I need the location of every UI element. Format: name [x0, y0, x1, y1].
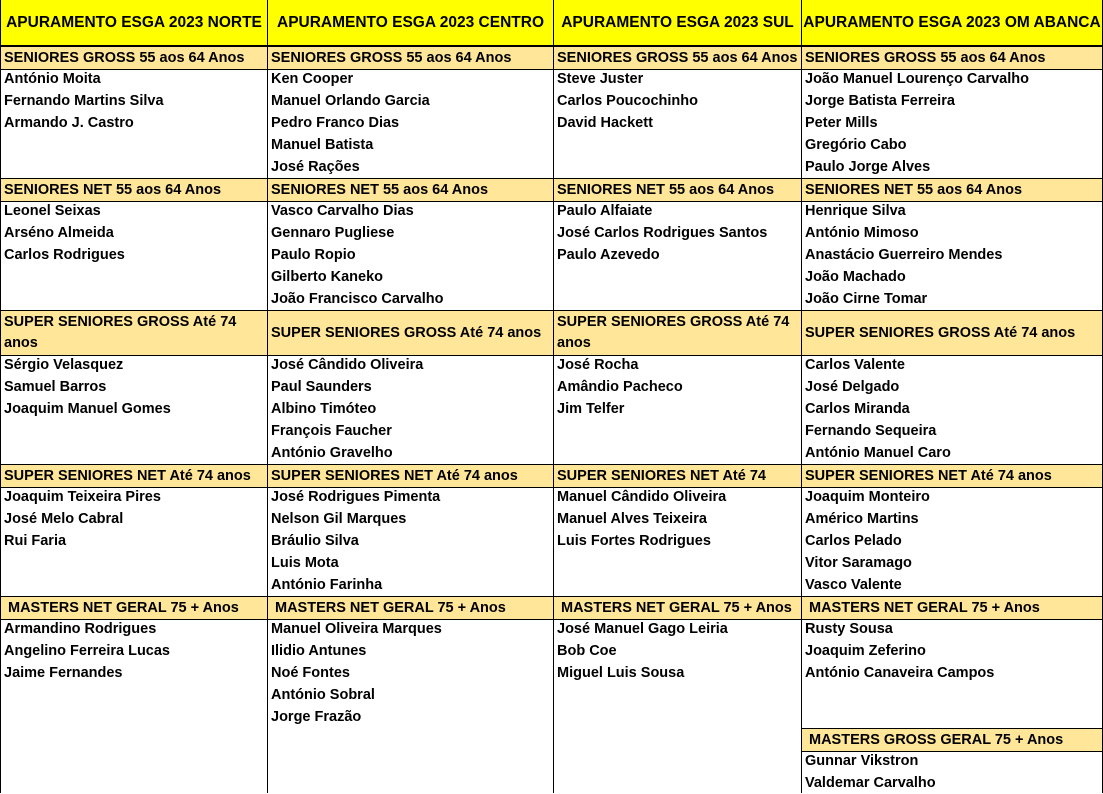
category-header: SENIORES NET 55 aos 64 Anos: [1, 178, 267, 202]
category-header: SUPER SENIORES NET Até 74 anos: [268, 464, 553, 488]
category-header: SUPER SENIORES NET Até 74 anos: [802, 464, 1102, 488]
player-name: Albino Timóteo: [271, 401, 377, 417]
player-name: José Rocha: [557, 357, 639, 373]
category-header: SENIORES GROSS 55 aos 64 Anos: [554, 46, 801, 70]
player-name: Gregório Cabo: [805, 137, 907, 153]
player-name: Paulo Azevedo: [557, 247, 660, 263]
player-name: Ilidio Antunes: [271, 643, 367, 659]
player-name: Steve Juster: [557, 71, 644, 87]
player-name: Jorge Frazão: [271, 709, 362, 725]
player-name: Joaquim Teixeira Pires: [4, 489, 161, 505]
player-name: António Manuel Caro: [805, 445, 951, 461]
player-name: Nelson Gil Marques: [271, 511, 407, 527]
player-name: Vasco Valente: [805, 577, 902, 593]
category-header: SENIORES NET 55 aos 64 Anos: [554, 178, 801, 202]
player-name: Miguel Luis Sousa: [557, 665, 685, 681]
player-name: Gunnar Vikstron: [805, 753, 919, 769]
player-name: José Rações: [271, 159, 360, 175]
category-header: MASTERS NET GERAL 75 + Anos: [802, 596, 1102, 620]
player-name: Vasco Carvalho Dias: [271, 203, 414, 219]
player-name: Manuel Batista: [271, 137, 374, 153]
player-name: Samuel Barros: [4, 379, 107, 395]
category-header: SUPER SENIORES GROSS Até 74 anos: [554, 310, 801, 356]
category-header: MASTERS NET GERAL 75 + Anos: [554, 596, 801, 620]
player-name: Sérgio Velasquez: [4, 357, 124, 373]
player-name: Arséno Almeida: [4, 225, 114, 241]
player-name: Gilberto Kaneko: [271, 269, 383, 285]
player-name: Jim Telfer: [557, 401, 625, 417]
player-name: Leonel Seixas: [4, 203, 101, 219]
player-name: Manuel Oliveira Marques: [271, 621, 442, 637]
player-name: José Carlos Rodrigues Santos: [557, 225, 768, 241]
column-header: APURAMENTO ESGA 2023 OM ABANCA: [802, 0, 1102, 46]
player-name: Jorge Batista Ferreira: [805, 93, 955, 109]
player-name: João Machado: [805, 269, 906, 285]
player-name: Noé Fontes: [271, 665, 350, 681]
player-name: João Francisco Carvalho: [271, 291, 444, 307]
category-header: SUPER SENIORES GROSS Até 74 anos: [268, 310, 553, 356]
player-name: Armandino Rodrigues: [4, 621, 157, 637]
column-header: APURAMENTO ESGA 2023 NORTE: [1, 0, 267, 46]
player-name: Joaquim Zeferino: [805, 643, 926, 659]
player-name: João Manuel Lourenço Carvalho: [805, 71, 1029, 87]
category-header: SENIORES NET 55 aos 64 Anos: [802, 178, 1102, 202]
player-name: António Canaveira Campos: [805, 665, 995, 681]
player-name: Carlos Poucochinho: [557, 93, 698, 109]
player-name: Rusty Sousa: [805, 621, 893, 637]
player-name: António Moita: [4, 71, 101, 87]
player-name: Joaquim Monteiro: [805, 489, 930, 505]
category-header: MASTERS GROSS GERAL 75 + Anos: [802, 728, 1102, 752]
player-name: Angelino Ferreira Lucas: [4, 643, 170, 659]
player-name: Anastácio Guerreiro Mendes: [805, 247, 1003, 263]
player-name: Paulo Jorge Alves: [805, 159, 931, 175]
player-name: Pedro Franco Dias: [271, 115, 400, 131]
player-name: António Sobral: [271, 687, 375, 703]
category-header: SENIORES GROSS 55 aos 64 Anos: [802, 46, 1102, 70]
category-header: SUPER SENIORES NET Até 74: [554, 464, 801, 488]
player-name: Manuel Orlando Garcia: [271, 93, 430, 109]
player-name: Paulo Ropio: [271, 247, 356, 263]
category-header: MASTERS NET GERAL 75 + Anos: [1, 596, 267, 620]
column-header: APURAMENTO ESGA 2023 SUL: [554, 0, 801, 46]
player-name: António Farinha: [271, 577, 383, 593]
column-header: APURAMENTO ESGA 2023 CENTRO: [268, 0, 553, 46]
player-name: José Manuel Gago Leiria: [557, 621, 728, 637]
player-name: Luis Fortes Rodrigues: [557, 533, 711, 549]
player-name: Luis Mota: [271, 555, 339, 571]
column-om-abanca: [802, 0, 1103, 793]
player-name: José Cândido Oliveira: [271, 357, 424, 373]
category-header: MASTERS NET GERAL 75 + Anos: [268, 596, 553, 620]
player-name: Manuel Cândido Oliveira: [557, 489, 727, 505]
player-name: Paul Saunders: [271, 379, 372, 395]
player-name: Vitor Saramago: [805, 555, 912, 571]
category-header: SUPER SENIORES GROSS Até 74 anos: [802, 310, 1102, 356]
player-name: Carlos Valente: [805, 357, 905, 373]
player-name: António Mimoso: [805, 225, 919, 241]
category-header: SENIORES NET 55 aos 64 Anos: [268, 178, 553, 202]
player-name: Jaime Fernandes: [4, 665, 123, 681]
player-name: Henrique Silva: [805, 203, 906, 219]
player-name: Paulo Alfaiate: [557, 203, 653, 219]
player-name: Carlos Rodrigues: [4, 247, 125, 263]
category-header: SENIORES GROSS 55 aos 64 Anos: [1, 46, 267, 70]
player-name: Joaquim Manuel Gomes: [4, 401, 171, 417]
player-name: Peter Mills: [805, 115, 878, 131]
category-header: SUPER SENIORES GROSS Até 74 anos: [1, 310, 267, 356]
category-header: SUPER SENIORES NET Até 74 anos: [1, 464, 267, 488]
player-name: Valdemar Carvalho: [805, 775, 936, 791]
player-name: José Delgado: [805, 379, 900, 395]
player-name: José Melo Cabral: [4, 511, 124, 527]
player-name: Carlos Miranda: [805, 401, 910, 417]
player-name: Ken Cooper: [271, 71, 354, 87]
player-name: Bob Coe: [557, 643, 617, 659]
player-name: João Cirne Tomar: [805, 291, 928, 307]
player-name: Gennaro Pugliese: [271, 225, 395, 241]
player-name: Bráulio Silva: [271, 533, 359, 549]
player-name: António Gravelho: [271, 445, 393, 461]
player-name: François Faucher: [271, 423, 392, 439]
player-name: Fernando Sequeira: [805, 423, 937, 439]
column-sul: [554, 0, 802, 793]
category-header: SENIORES GROSS 55 aos 64 Anos: [268, 46, 553, 70]
player-name: Rui Faria: [4, 533, 67, 549]
player-name: Manuel Alves Teixeira: [557, 511, 707, 527]
column-norte: [0, 0, 268, 793]
player-name: Amândio Pacheco: [557, 379, 683, 395]
player-name: Armando J. Castro: [4, 115, 134, 131]
player-name: Fernando Martins Silva: [4, 93, 164, 109]
player-name: David Hackett: [557, 115, 653, 131]
player-name: Carlos Pelado: [805, 533, 902, 549]
player-name: José Rodrigues Pimenta: [271, 489, 441, 505]
player-name: Américo Martins: [805, 511, 919, 527]
column-centro: [268, 0, 554, 793]
